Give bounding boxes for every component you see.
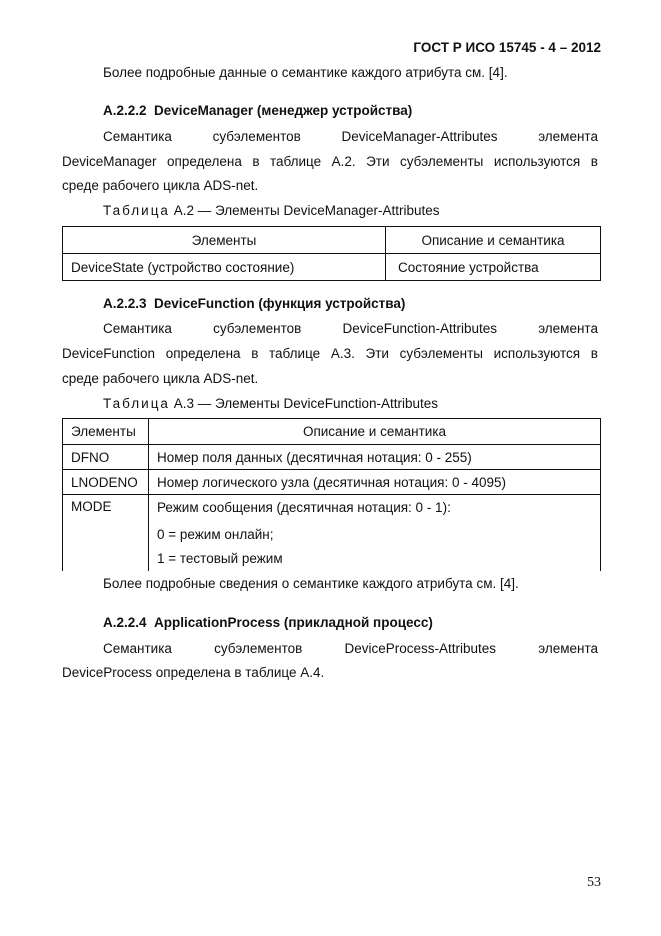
table-cell: LNODENO [63, 470, 149, 495]
section-number: А.2.2.3 [103, 296, 147, 311]
word: Эти [366, 154, 390, 169]
word: А.2. [331, 154, 356, 169]
table-caption-a2 [103, 203, 440, 218]
section-number: А.2.2.2 [103, 103, 147, 118]
table-cell: Номер логического узла (десятичная нотация: 0 - 4095) [149, 470, 601, 495]
table-caption-a3 [103, 396, 438, 411]
table-header-cell: Элементы [63, 419, 149, 445]
word: субэлементов [213, 321, 302, 336]
cell-line: Режим сообщения (десятичная нотация: 0 - 1): [157, 500, 451, 515]
word: таблице [269, 154, 322, 169]
word: субэлементы [400, 154, 484, 169]
word: в [590, 154, 598, 169]
word: DeviceFunction-Attributes [342, 321, 498, 336]
word: определена [167, 154, 242, 169]
word: А.3. [330, 346, 355, 361]
section-title: DeviceFunction (функция устройства) [154, 296, 406, 311]
word: DeviceManager-Attributes [341, 129, 498, 144]
table-row [63, 470, 601, 495]
word: субэлементов [212, 129, 301, 144]
paragraph-line: среде рабочего цикла ADS-net. [62, 371, 259, 386]
word: используются [493, 346, 581, 361]
paragraph-line [62, 346, 598, 361]
paragraph-semantics-note: Более подробные сведения о семантике каждого атрибута см. [4]. [103, 576, 519, 591]
page-number: 53 [587, 875, 601, 890]
word: DeviceManager [62, 154, 157, 169]
paragraph-line [103, 129, 598, 144]
table-row [63, 254, 601, 281]
table-cell: DeviceState (устройство состояние) [63, 254, 386, 281]
caption-prefix: Таблица [103, 203, 170, 218]
word: субэлементы [399, 346, 483, 361]
table-header-cell: Описание и семантика [386, 227, 601, 254]
table-header-row [63, 227, 601, 254]
word: таблице [269, 346, 321, 361]
section-heading-device-function [103, 296, 405, 311]
caption-prefix: Таблица [103, 396, 170, 411]
section-heading-application-process [103, 615, 433, 630]
cell-line: 1 = тестовый режим [157, 551, 283, 566]
word: Семантика [103, 641, 172, 656]
caption-text: А.2 — Элементы DeviceManager-Attributes [169, 203, 440, 218]
table-cell [149, 495, 601, 572]
word: элемента [538, 129, 598, 144]
paragraph-line: DeviceProcess определена в таблице А.4. [62, 665, 325, 680]
table-cell: MODE [63, 495, 149, 572]
table-header-cell: Описание и семантика [149, 419, 601, 445]
table-cell: Состояние устройства [386, 254, 601, 281]
word: элемента [538, 321, 598, 336]
word: Эти [365, 346, 389, 361]
word: Семантика [103, 321, 172, 336]
table-cell: DFNO [63, 445, 149, 470]
word: определена [165, 346, 241, 361]
paragraph-line [103, 641, 598, 656]
table-row [63, 495, 601, 572]
cell-line: 0 = режим онлайн; [157, 527, 274, 542]
table-a2 [62, 226, 601, 281]
document-header: ГОСТ Р ИСО 15745 - 4 – 2012 [413, 40, 601, 55]
word: в [252, 154, 260, 169]
paragraph-line [103, 321, 598, 336]
word: в [590, 346, 598, 361]
section-heading-device-manager [103, 103, 412, 118]
section-number: А.2.2.4 [103, 615, 147, 630]
section-title: ApplicationProcess (прикладной процесс) [154, 615, 433, 630]
word: Семантика [103, 129, 172, 144]
word: элемента [538, 641, 598, 656]
paragraph-line [62, 154, 598, 169]
word: в [251, 346, 259, 361]
table-cell: Номер поля данных (десятичная нотация: 0 - 255) [149, 445, 601, 470]
table-header-row [63, 419, 601, 445]
paragraph-semantics-note: Более подробные данные о семантике каждого атрибута см. [4]. [103, 65, 508, 80]
word: DeviceProcess-Attributes [344, 641, 497, 656]
table-row [63, 445, 601, 470]
caption-text: А.3 — Элементы DeviceFunction-Attributes [169, 396, 439, 411]
word: DeviceFunction [62, 346, 156, 361]
section-title: DeviceManager (менеджер устройства) [154, 103, 413, 118]
word: используются [493, 154, 581, 169]
paragraph-line: среде рабочего цикла ADS-net. [62, 178, 259, 193]
table-header-cell: Элементы [63, 227, 386, 254]
word: субэлементов [214, 641, 303, 656]
table-a3 [62, 418, 601, 571]
